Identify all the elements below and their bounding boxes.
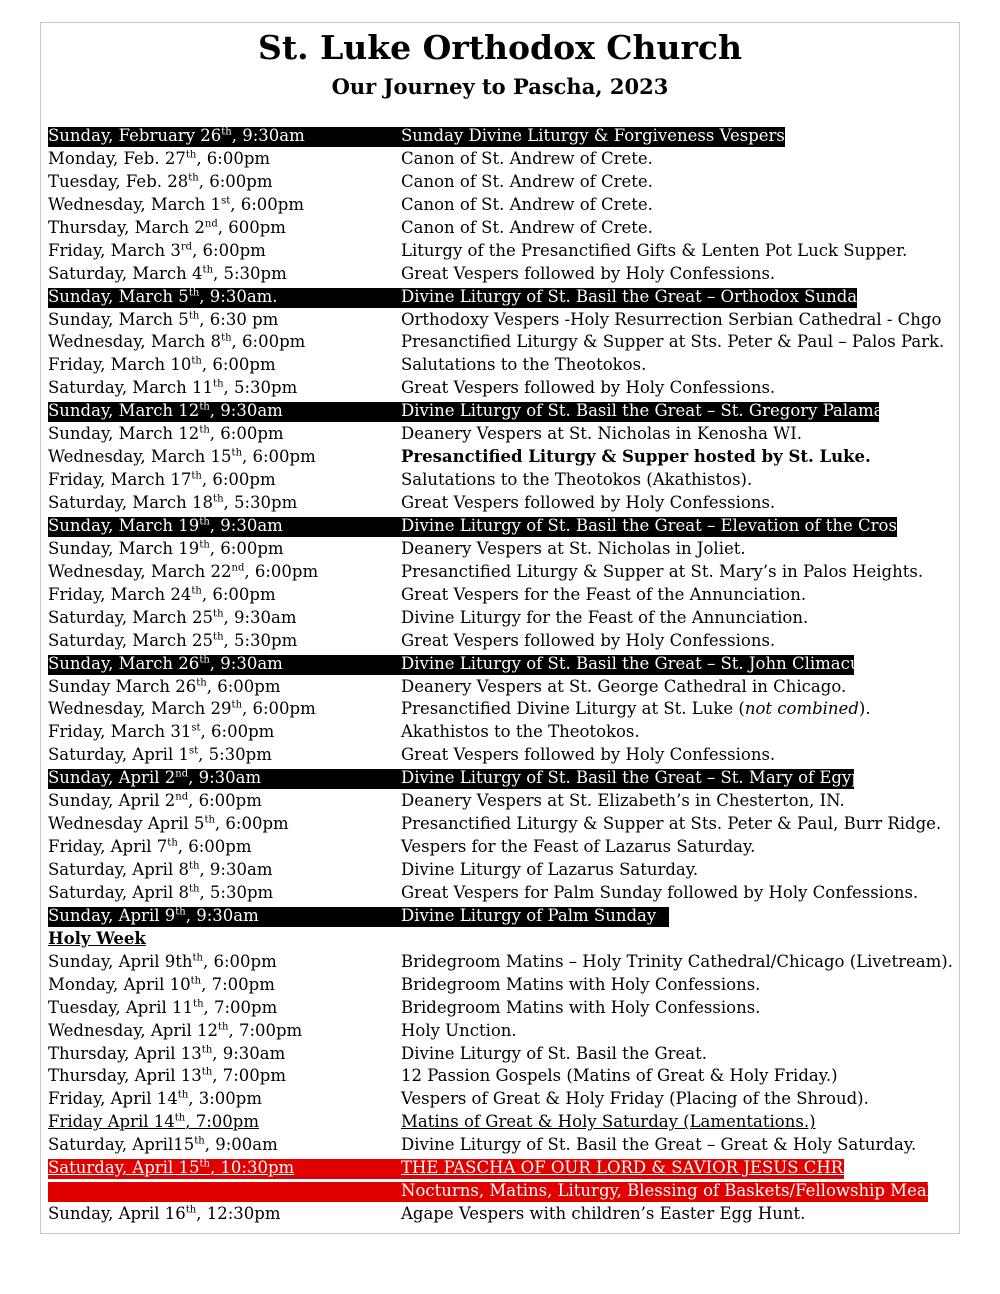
schedule-row xyxy=(48,1088,958,1111)
schedule-row xyxy=(48,905,958,928)
event-description: Great Vespers followed by Holy Confessions. xyxy=(401,745,776,765)
event-date: Saturday, March 25th, 5:30pm xyxy=(48,630,298,650)
event-description: Deanery Vespers at St. Nicholas in Joliet. xyxy=(401,538,746,558)
schedule-row xyxy=(48,721,958,744)
schedule-row xyxy=(48,148,958,171)
schedule-row xyxy=(48,263,958,286)
event-description: Great Vespers followed by Holy Confessions. xyxy=(401,378,776,398)
schedule-row xyxy=(48,836,958,859)
schedule-row xyxy=(48,400,958,423)
schedule-row xyxy=(48,790,958,813)
event-date: Sunday, February 26th, 9:30am xyxy=(48,126,305,145)
schedule-row xyxy=(48,1111,958,1134)
holy-week-heading: Holy Week xyxy=(48,928,146,948)
event-description: Presanctified Liturgy & Supper at Sts. Peter & Paul, Burr Ridge. xyxy=(401,814,942,834)
schedule-row xyxy=(48,492,958,515)
event-date: Friday, March 3rd, 6:00pm xyxy=(48,240,266,260)
event-description: THE PASCHA OF OUR LORD & SAVIOR JESUS CHRIST xyxy=(401,1158,873,1178)
event-description: Holy Unction. xyxy=(401,1020,517,1040)
event-description: Great Vespers for the Feast of the Annunciation. xyxy=(401,584,807,604)
event-description: Divine Liturgy of St. Basil the Great – St. Gregory Palamas xyxy=(401,401,892,421)
event-date: Sunday, April $9th^{th}$, 6:00pm xyxy=(48,951,277,971)
schedule-row xyxy=(48,1043,958,1066)
event-description: Presanctified Liturgy & Supper hosted by St. Luke. xyxy=(401,447,871,467)
event-date: Wednesday, March 22nd, 6:00pm xyxy=(48,561,319,581)
schedule-row xyxy=(48,859,958,882)
event-date: Thursday, March 2nd, 600pm xyxy=(48,217,286,237)
event-description: Vespers of Great & Holy Friday (Placing of the Shroud). xyxy=(401,1089,869,1109)
event-description: Sunday Divine Liturgy & Forgiveness Vespers. xyxy=(401,126,791,145)
schedule-row xyxy=(48,653,958,676)
schedule-row xyxy=(48,171,958,194)
event-date: Wednesday, March 1st, 6:00pm xyxy=(48,194,304,214)
event-description: Canon of St. Andrew of Crete. xyxy=(401,217,653,237)
schedule-row xyxy=(48,1203,958,1226)
schedule-row xyxy=(48,974,958,997)
event-date: Friday, April 7th, 6:00pm xyxy=(48,837,252,857)
event-description: Orthodoxy Vespers -Holy Resurrection Serbian Cathedral - Chgo xyxy=(401,309,942,329)
event-description: Matins of Great & Holy Saturday (Lamentations.) xyxy=(401,1112,816,1132)
schedule-row xyxy=(48,1020,958,1043)
schedule-row xyxy=(48,538,958,561)
event-description: Divine Liturgy of St. Basil the Great – St. Mary of Egypt xyxy=(401,768,869,788)
event-description: Divine Liturgy of St. Basil the Great. xyxy=(401,1043,707,1063)
event-description: Salutations to the Theotokos. xyxy=(401,355,647,375)
event-date: Monday, April 10th, 7:00pm xyxy=(48,974,275,994)
schedule-row xyxy=(48,1180,958,1203)
event-date: Sunday, March 12th, 6:00pm xyxy=(48,424,284,444)
event-description: Deanery Vespers at St. Elizabeth’s in Chesterton, IN. xyxy=(401,791,845,811)
event-description: Divine Liturgy of Palm Sunday xyxy=(401,905,657,925)
event-date: Sunday, March 19th, 9:30am xyxy=(48,515,283,535)
event-date: Saturday, April 15th, 10:30pm xyxy=(48,1158,295,1178)
schedule-row xyxy=(48,1134,958,1157)
event-description: Presanctified Liturgy & Supper at Sts. Peter & Paul – Palos Park. xyxy=(401,332,945,352)
page-title: St. Luke Orthodox Church xyxy=(258,28,742,67)
schedule-row xyxy=(48,607,958,630)
event-description: Agape Vespers with children’s Easter Egg Hunt. xyxy=(401,1204,806,1224)
event-date: Friday, March 31st, 6:00pm xyxy=(48,722,275,742)
event-date: Sunday, March 26th, 9:30am xyxy=(48,653,283,673)
event-description: Divine Liturgy of St. Basil the Great – St. John Climacus xyxy=(401,653,869,673)
schedule-row xyxy=(48,331,958,354)
event-date: Tuesday, April 11th, 7:00pm xyxy=(48,997,278,1017)
event-description: Canon of St. Andrew of Crete. xyxy=(401,194,653,214)
schedule-row xyxy=(48,997,958,1020)
event-date: Saturday, April 1st, 5:30pm xyxy=(48,745,272,765)
event-date: Wednesday, March 15th, 6:00pm xyxy=(48,447,316,467)
event-description: Bridegroom Matins with Holy Confessions. xyxy=(401,997,761,1017)
section-heading xyxy=(48,928,958,951)
schedule-row xyxy=(48,1157,958,1180)
event-date: Sunday, April 2nd, 6:00pm xyxy=(48,791,262,811)
schedule-row xyxy=(48,240,958,263)
page-subtitle: Our Journey to Pascha, 2023 xyxy=(331,74,669,99)
event-date: Saturday, March 25th, 9:30am xyxy=(48,607,297,627)
schedule-row xyxy=(48,698,958,721)
schedule-row xyxy=(48,882,958,905)
event-description: Deanery Vespers at St. George Cathedral in Chicago. xyxy=(401,676,847,696)
event-description: Bridegroom Matins with Holy Confessions. xyxy=(401,974,761,994)
event-date: Wednesday, March 29th, 6:00pm xyxy=(48,699,316,719)
event-date: Saturday, March 4th, 5:30pm xyxy=(48,263,287,283)
event-date: Saturday, March 18th, 5:30pm xyxy=(48,493,298,512)
event-date: Friday, March 17th, 6:00pm xyxy=(48,470,276,490)
event-description: Great Vespers followed by Holy Confessions. xyxy=(401,630,776,650)
event-description: Divine Liturgy for the Feast of the Annunciation. xyxy=(401,607,809,627)
event-description: Great Vespers followed by Holy Confessions. xyxy=(401,493,776,512)
event-date: Saturday, April 8th, 9:30am xyxy=(48,860,273,879)
event-date: Sunday March 26th, 6:00pm xyxy=(48,676,281,696)
event-description: Canon of St. Andrew of Crete. xyxy=(401,171,653,191)
schedule-row xyxy=(48,676,958,699)
event-date: Sunday, March 5th, 6:30 pm xyxy=(48,309,279,329)
event-date: Tuesday, Feb. 28th, 6:00pm xyxy=(48,171,273,191)
event-date: Sunday, March 12th, 9:30am xyxy=(48,401,283,421)
schedule-row xyxy=(48,951,958,974)
event-date: Friday, April 14th, 3:00pm xyxy=(48,1089,263,1109)
schedule-row xyxy=(48,286,958,309)
event-date: Friday April 14th, 7:00pm xyxy=(48,1112,259,1132)
event-date: Sunday, March 5th, 9:30am. xyxy=(48,286,278,306)
event-description: Liturgy of the Presanctified Gifts & Lenten Pot Luck Supper. xyxy=(401,240,908,260)
event-date: Wednesday, March 8th, 6:00pm xyxy=(48,332,306,352)
event-description: Akathistos to the Theotokos. xyxy=(401,722,640,742)
schedule-row xyxy=(48,354,958,377)
event-description: Divine Liturgy of St. Basil the Great – Orthodox Sunday xyxy=(401,286,867,306)
event-description: Salutations to the Theotokos (Akathistos). xyxy=(401,470,753,490)
event-description: Divine Liturgy of Lazarus Saturday. xyxy=(401,860,699,879)
event-description: Presanctified Divine Liturgy at St. Luke (not combined). xyxy=(401,699,871,719)
event-description: Deanery Vespers at St. Nicholas in Kenosha WI. xyxy=(401,424,802,444)
schedule-row xyxy=(48,446,958,469)
event-description: Bridegroom Matins – Holy Trinity Cathedral/Chicago (Livetream). xyxy=(401,951,953,971)
schedule-row xyxy=(48,377,958,400)
event-date: Sunday, April 16th, 12:30pm xyxy=(48,1204,281,1224)
event-description: Nocturns, Matins, Liturgy, Blessing of Baskets/Fellowship Meal xyxy=(401,1181,932,1201)
schedule-row xyxy=(48,630,958,653)
event-date: Wednesday, April 12th, 7:00pm xyxy=(48,1020,303,1040)
schedule-row xyxy=(48,469,958,492)
schedule-list xyxy=(48,125,958,1226)
event-date: Wednesday April 5th, 6:00pm xyxy=(48,814,289,834)
event-description: Great Vespers followed by Holy Confessions. xyxy=(401,263,776,283)
event-description: Divine Liturgy of St. Basil the Great – Elevation of the Cross. xyxy=(401,515,911,535)
event-date: Saturday, April 8th, 5:30pm xyxy=(48,882,274,902)
schedule-row xyxy=(48,125,958,148)
schedule-row xyxy=(48,813,958,836)
schedule-row xyxy=(48,423,958,446)
schedule-row xyxy=(48,1065,958,1088)
event-description: Vespers for the Feast of Lazarus Saturday. xyxy=(401,837,756,857)
schedule-row xyxy=(48,515,958,538)
schedule-row xyxy=(48,194,958,217)
event-description: Divine Liturgy of St. Basil the Great – Great & Holy Saturday. xyxy=(401,1135,917,1155)
event-description: Great Vespers for Palm Sunday followed by Holy Confessions. xyxy=(401,882,919,902)
event-date: Friday, March 24th, 6:00pm xyxy=(48,584,276,604)
schedule-row xyxy=(48,217,958,240)
event-description: Canon of St. Andrew of Crete. xyxy=(401,148,653,168)
event-date: Thursday, April 13th, 7:00pm xyxy=(48,1066,287,1086)
event-description: Presanctified Liturgy & Supper at St. Mary’s in Palos Heights. xyxy=(401,561,924,581)
event-date: Sunday, March 19th, 6:00pm xyxy=(48,538,284,558)
schedule-row xyxy=(48,561,958,584)
event-date: Sunday, April 2nd, 9:30am xyxy=(48,768,262,788)
event-date: Sunday, April 9th, 9:30am xyxy=(48,905,259,925)
event-description: 12 Passion Gospels (Matins of Great & Holy Friday.) xyxy=(401,1066,838,1086)
event-date: Thursday, April 13th, 9:30am xyxy=(48,1043,286,1063)
schedule-row xyxy=(48,767,958,790)
event-date: Friday, March 10th, 6:00pm xyxy=(48,355,276,375)
schedule-row xyxy=(48,309,958,332)
event-date: Monday, Feb. 27th, 6:00pm xyxy=(48,148,271,168)
event-date: Saturday, March 11th, 5:30pm xyxy=(48,378,298,398)
schedule-row xyxy=(48,744,958,767)
event-date: Saturday, April15th, 9:00am xyxy=(48,1135,278,1155)
schedule-row xyxy=(48,584,958,607)
